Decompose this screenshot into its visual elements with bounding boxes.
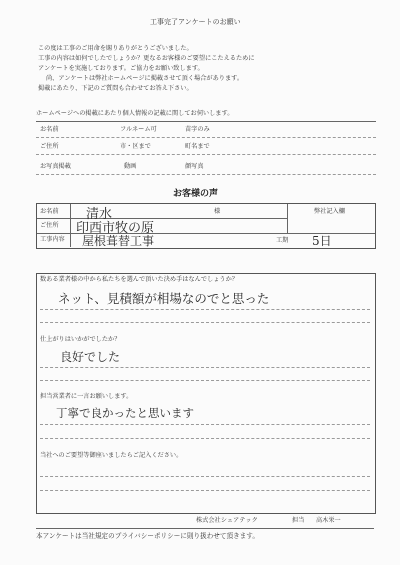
consent-option[interactable]: 顔写真: [185, 163, 204, 170]
divider: [36, 154, 376, 155]
intro-line: この度は工事のご用命を賜りありがとうございました。: [38, 45, 193, 52]
divider: [36, 174, 376, 175]
intro-line: 掲載にあたり、下記のご質問も合わせてお答え下さい。: [38, 85, 193, 92]
divider: [36, 137, 376, 138]
name-label: お名前: [40, 208, 59, 215]
answer-1[interactable]: ネット、見積額が相場なのでと思った: [58, 291, 270, 306]
answer-line: [40, 380, 370, 381]
voice-title: お客様の声: [173, 189, 219, 199]
divider: [36, 528, 374, 529]
intro-line: 工事の内容は如何でしたでしょうか？更なるお客様のご要望にこたえるために: [38, 55, 255, 62]
answer-line: [40, 367, 370, 368]
divider: [36, 121, 376, 122]
period-label: 工期: [276, 237, 289, 244]
form-title: 工事完了アンケートのお願い: [150, 18, 241, 26]
rep-label: 担当: [292, 517, 305, 524]
consent-label: お写真掲載: [40, 163, 71, 170]
answer-line: [40, 322, 370, 323]
work-value[interactable]: 屋根葺替工事: [82, 234, 155, 248]
divider: [287, 204, 288, 233]
stamp-label: 弊社記入欄: [314, 208, 345, 215]
intro-line: 尚、アンケートは弊社ホームページに掲載させて頂く場合があります。: [46, 75, 244, 82]
address-value[interactable]: 印西市牧の原: [76, 221, 155, 236]
question-2: 仕上がりはいかがでしたか？: [40, 336, 121, 343]
period-value[interactable]: 5日: [312, 234, 332, 248]
answer-line: [40, 438, 370, 439]
consent-option[interactable]: 町名まで: [185, 143, 210, 150]
divider: [37, 218, 287, 219]
consent-label: ご住所: [40, 143, 59, 150]
answer-line: [40, 309, 370, 310]
answer-line: [40, 476, 370, 477]
intro-line: アンケートを実施しております。ご協力をお願い致します。: [38, 65, 204, 72]
work-label: 工事内容: [40, 236, 65, 243]
address-label: ご住所: [40, 222, 59, 229]
question-4: 当社へのご要望等御座いましたらご記入ください。: [40, 452, 183, 459]
consent-heading: ホームページへの掲載にあたり個人情報の記載に関してお伺いします。: [36, 110, 234, 117]
answer-line: [40, 424, 370, 425]
consent-option[interactable]: フルネーム可: [120, 126, 157, 133]
company-name: 株式会社シェアテック: [196, 517, 258, 524]
honorific: 様: [214, 208, 221, 215]
question-3: 担当営業者に一言お願いします。: [40, 393, 133, 400]
answer-line: [40, 490, 370, 491]
privacy-note: 本アンケートは当社規定のプライバシーポリシーに則り扱わせて頂きます。: [36, 532, 259, 540]
answer-2[interactable]: 良好でした: [60, 350, 121, 364]
answer-3[interactable]: 丁寧で良かったと思います: [56, 406, 194, 420]
question-1: 数ある業者様の中から私たちを選んで頂いた決め手はなんでしょうか？: [40, 276, 238, 283]
divider: [70, 204, 71, 247]
consent-label: お名前: [40, 126, 59, 133]
consent-option[interactable]: 苗字のみ: [185, 126, 210, 133]
consent-option[interactable]: 市・区まで: [120, 143, 151, 150]
name-value[interactable]: 清水: [86, 207, 113, 222]
consent-option[interactable]: 動画: [124, 163, 137, 170]
rep-name: 高木栄一: [316, 517, 341, 524]
